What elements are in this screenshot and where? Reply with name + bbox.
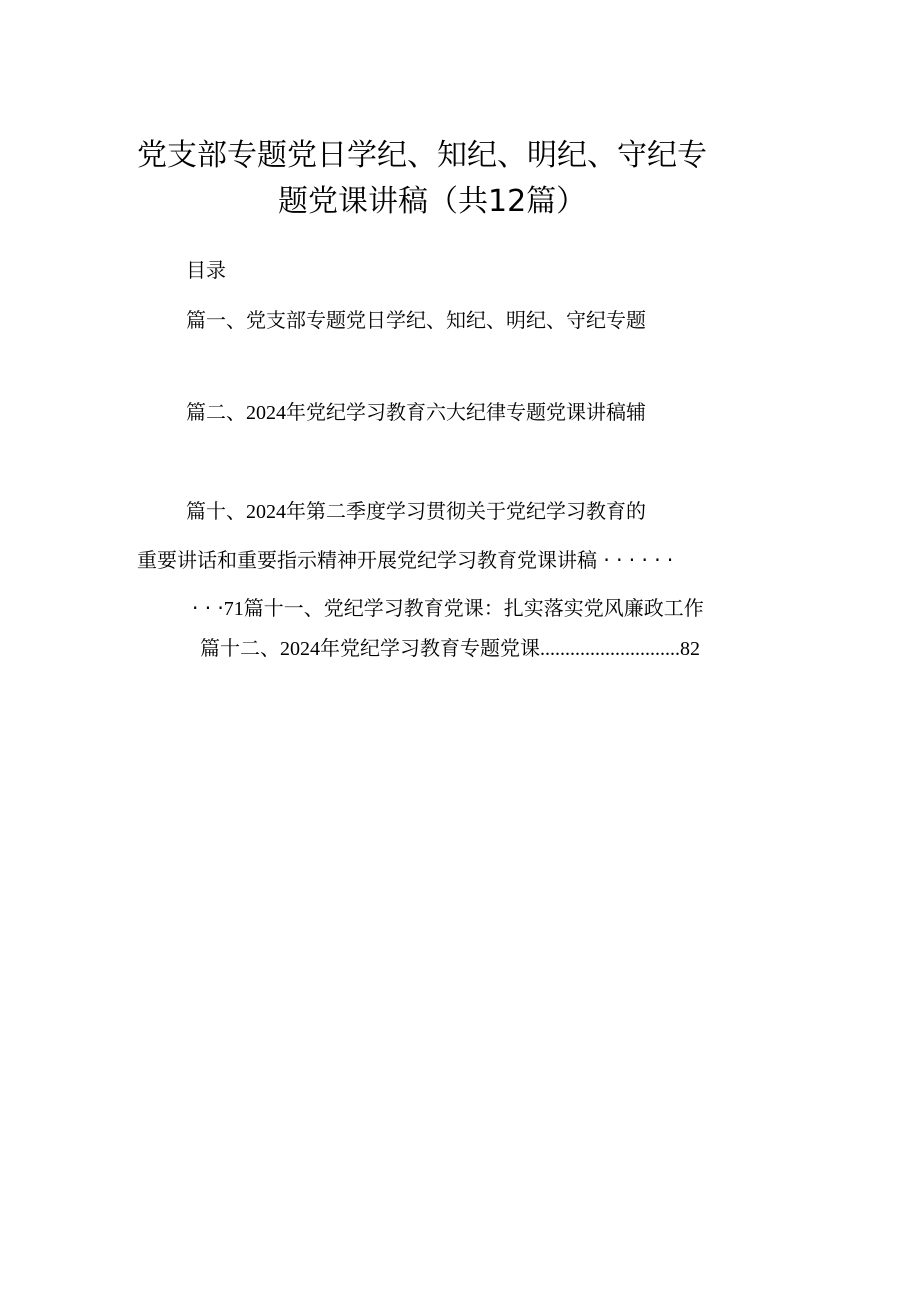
toc-entry-2-year: 2024 [246,402,286,424]
toc-entry-2-prefix: 篇二、 [186,400,246,424]
toc-entry-12-year: 2024 [280,638,320,660]
toc-entry-11-title: 篇十一、党纪学习教育党课：扎实落实党风廉政工作 [243,596,704,620]
toc-entry-12-title: 年党纪学习教育专题党课 [320,636,540,660]
toc-entry-3-prefix: 篇十、 [186,499,246,523]
document-title-line-1: 党支部专题党日学纪、知纪、明纪、守纪专 [137,138,707,173]
toc-page-number: 71 [223,598,244,620]
toc-entry-12-prefix: 篇十二、 [200,636,280,660]
toc-entry-3-line-2: 重要讲话和重要指示精神开展党纪学习教育党课讲稿 · · · · · · [137,548,674,572]
document-title-line-2: 题党课讲稿（共12篇） [278,184,587,219]
toc-entry-3-line-3 [192,594,704,623]
toc-heading: 目录 [186,258,226,282]
toc-entry-3-title: 年第二季度学习贯彻关于党纪学习教育的 [286,499,646,523]
toc-entry-2-title: 年党纪学习教育六大纪律专题党课讲稿辅 [286,400,646,424]
toc-leader-dots: · · · [192,596,224,620]
toc-entry-12-leader-dots: ............................ [540,638,680,660]
toc-entry-3-line-1 [186,497,646,526]
toc-entry-12 [200,634,700,663]
toc-entry-1: 篇一、党支部专题党日学纪、知纪、明纪、守纪专题 [186,308,646,332]
toc-entry-3-year: 2024 [246,501,286,523]
toc-entry-12-page-number: 82 [680,638,700,660]
toc-entry-2 [186,398,646,427]
